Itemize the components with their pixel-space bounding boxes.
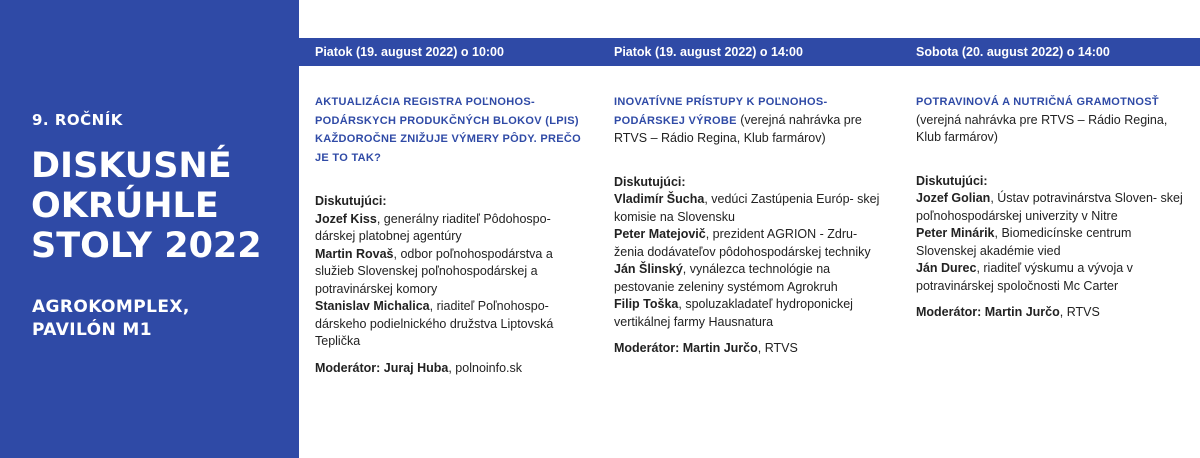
discussant-name: Martin Rovaš — [315, 246, 394, 261]
moderator-label: Moderátor: Juraj Huba — [315, 360, 449, 375]
session-column-3 — [916, 93, 1191, 322]
moderator-org: , RTVS — [1059, 305, 1100, 319]
moderator-org: , polnoinfo.sk — [448, 360, 523, 375]
moderator-org: , RTVS — [757, 341, 798, 355]
discussants-label: Diskutujúci: — [614, 174, 686, 189]
moderator — [916, 304, 1191, 322]
venue-line: AGROKOMPLEX, — [32, 297, 190, 317]
session-topic — [916, 93, 1191, 147]
session-column-1 — [315, 93, 590, 377]
session-topic — [614, 93, 889, 148]
topic-note: (verejná nahrávka pre RTVS – Rádio Regina, Klub farmárov) — [916, 112, 1168, 144]
moderator — [614, 340, 889, 358]
discussant-name: Stanislav Michalica — [315, 299, 430, 313]
moderator — [315, 360, 590, 378]
moderator-label: Moderátor: Martin Jurčo — [614, 341, 758, 355]
session-date-2: Piatok (19. august 2022) o 14:00 — [614, 45, 803, 59]
discussant-entry — [916, 260, 1191, 295]
discussant-role: , riaditeľ výskumu a vývoja v potravinárskej spoločnosti Mc Carter — [916, 261, 1133, 293]
discussant-role: , spoluzakladateľ hydroponickej vertikálnej farmy Hausnatura — [614, 297, 853, 329]
discussant-name: Jozef Kiss — [315, 211, 377, 226]
discussant-role: , vynálezca technológie na pestovanie zeleniny systémom Agrokruh — [614, 262, 838, 294]
session-topic — [315, 93, 590, 167]
discussant-role: , Biomedicínske centrum Slovenskej akadémie vied — [916, 226, 1132, 258]
discussant-name: Ján Durec — [916, 261, 977, 275]
discussants-label: Diskutujúci: — [315, 194, 387, 208]
discussant-entry — [916, 225, 1191, 260]
discussant-role: , odbor poľnohospodárstva a služieb Slovenskej poľnohospodárskej a potravinárskej komory — [315, 246, 553, 296]
topic-note: (verejná nahrávka pre RTVS – Rádio Regina, Klub farmárov) — [614, 112, 862, 145]
discussant-name: Filip Toška — [614, 297, 679, 311]
discussant-entry — [315, 246, 590, 299]
sidebar-panel — [0, 0, 299, 458]
discussant-name: Vladimír Šucha — [614, 192, 705, 206]
edition-label: 9. ROČNÍK — [32, 111, 123, 129]
discussant-entry — [315, 298, 590, 351]
topic-title: AKTUALIZÁCIA REGISTRA POĽNOHOS- PODÁRSKYCH PRODUKČNÝCH BLOKOV (LPIS) KAŽDOROČNE ZNIŽUJE VÝMERY PÔDY. PREČO JE TO TAK? — [315, 96, 581, 164]
event-title — [31, 146, 262, 266]
discussant-role: , Ústav potravinárstva Sloven- skej poľnohospodárskej univerzity v Nitre — [916, 191, 1183, 223]
discussant-entry — [614, 226, 889, 261]
discussant-entry — [916, 190, 1191, 225]
venue-line: PAVILÓN M1 — [32, 320, 152, 340]
moderator-label: Moderátor: Martin Jurčo — [916, 305, 1060, 319]
discussant-role: , generálny riaditeľ Pôdohospo- dárskej platobnej agentúry — [315, 211, 551, 243]
event-title-line: OKRÚHLE — [31, 186, 219, 226]
discussant-role: , prezident AGRION - Zdru- ženia dodávateľov pôdohospodárskej techniky — [614, 227, 871, 259]
event-title-line: STOLY 2022 — [31, 226, 262, 266]
discussant-entry — [614, 191, 889, 226]
discussants-label: Diskutujúci: — [916, 173, 988, 188]
session-date-1: Piatok (19. august 2022) o 10:00 — [315, 45, 504, 59]
discussant-name: Jozef Golian — [916, 191, 991, 205]
topic-title: INOVATÍVNE PRÍSTUPY K POĽNOHOS- PODÁRSKEJ VÝROBE — [614, 96, 828, 127]
discussant-entry — [614, 296, 889, 331]
discussant-entry — [614, 261, 889, 296]
discussant-name: Ján Šlinský — [614, 262, 683, 276]
session-column-2 — [614, 93, 889, 358]
event-title-line: DISKUSNÉ — [31, 146, 232, 186]
discussant-name: Peter Minárik — [916, 226, 995, 240]
schedule-header-bar — [299, 38, 1200, 66]
session-date-3: Sobota (20. august 2022) o 14:00 — [916, 45, 1110, 59]
discussant-role: , vedúci Zastúpenia Európ- skej komisie na Slovensku — [614, 192, 880, 224]
discussant-role: , riaditeľ Poľnohospo- dárskeho podielnického družstva Liptovská Teplička — [315, 299, 554, 348]
topic-title: POTRAVINOVÁ A NUTRIČNÁ GRAMOTNOSŤ — [916, 96, 1159, 108]
venue — [32, 296, 190, 342]
discussant-entry — [315, 211, 590, 246]
discussant-name: Peter Matejovič — [614, 227, 706, 241]
